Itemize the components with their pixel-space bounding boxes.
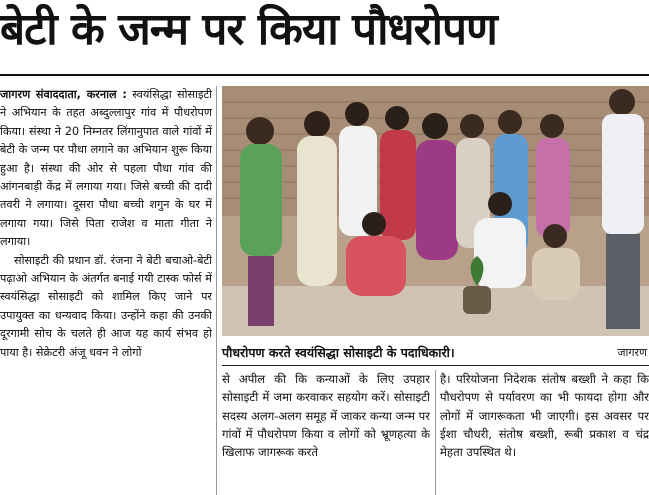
- group-photo-illustration: [222, 86, 649, 336]
- article-column-left: [0, 86, 212, 495]
- column-divider: [216, 86, 217, 495]
- headline: बेटी के जन्म पर किया पौधरोपण: [0, 4, 497, 55]
- news-photo: [222, 86, 649, 336]
- paragraph-1-text: स्वयंसिद्धा सोसाइटी ने अभियान के तहत अब्दुल्लापुर गांव में पौधरोपण किया। संस्था ने 20 निम्नतर लिंगानुपात वाले गांवों में बेटी के जन्म पर पौधा लगाने का अभियान शुरू किया हुआ है। संस्था की ओर से पहला पौधा गांव की आंगनबाड़ी केंद्र में लगाया गया। जिसे बच्ची की दादी तवरी ने लगाया। दूसरा पौधा बच्ची शगुन के घर में लगाया गया। जिसे पिता राजेश व माता गीता ने लगाया।: [0, 88, 212, 249]
- photo-credit: जागरण: [617, 346, 647, 359]
- article-paragraph-2: सोसाइटी की प्रधान डॉ. रंजना ने बेटी बचाओ-बेटी पढ़ाओ अभियान के अंतर्गत बनाई गयी टास्क फोर्स में स्वयंसिद्धा सोसाइटी को शामिल किए जाने पर उपायुक्त का धन्यवाद किया। उन्होंने कहा की उनकी दूरगामी सोच के चलते ही आज यह कार्य संभव हो पाया है। सेक्रेटरी अंजू धवन ने लोगों: [0, 253, 212, 359]
- column-divider-bottom: [435, 370, 436, 495]
- dateline: जागरण संवाददाता, करनाल :: [0, 88, 127, 101]
- article-paragraph-1: [0, 86, 212, 252]
- article-column-middle: से अपील की कि कन्याओं के लिए उपहार सोसाइटी में जमा करवाकर सहयोग करें। सोसाइटी सदस्य अलग-अलग समूह में जाकर कन्या जन्म पर गांवों में पौधरोपण किया व लोगों को भ्रूणहत्या के खिलाफ जागरूक करते: [222, 372, 430, 460]
- photo-caption: [222, 340, 649, 366]
- headline-rule: [0, 74, 649, 76]
- article-column-right: है। परियोजना निदेशक संतोष बख्शी ने कहा कि पौधरोपण से पर्यावरण का भी फायदा होगा और लोगों में जागरूकता भी जाएगी। इस अवसर पर ईशा चौधरी, संतोष बख्शी, रूबी प्रकाश व चंद्र मेहता उपस्थित थे।: [440, 372, 649, 460]
- caption-text: पौधरोपण करते स्वयंसिद्धा सोसाइटी के पदाधिकारी।: [222, 345, 455, 360]
